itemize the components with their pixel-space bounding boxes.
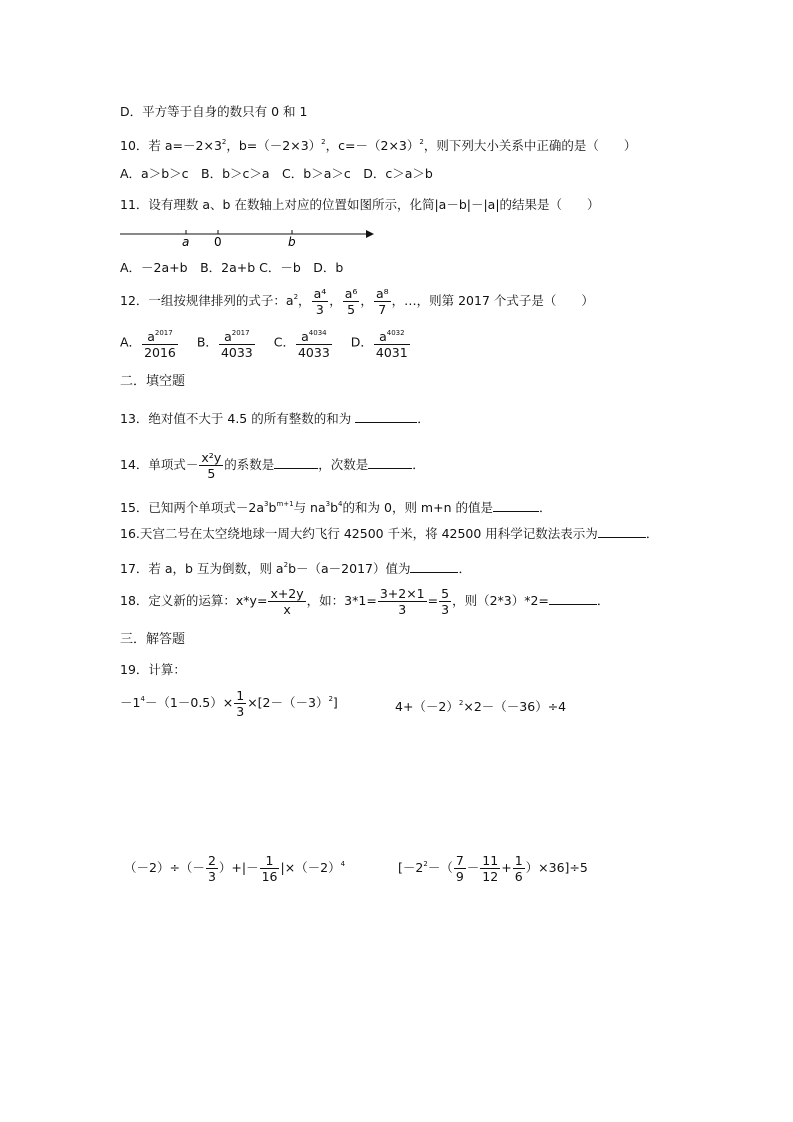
fraction: $\frac{\text{a⁴}}{3}$ [313,286,327,317]
q11-stem: 11．设有理数 a、b 在数轴上对应的位置如图所示，化简|a－b|－|a|的结果是（ ） [120,197,600,212]
answer-blank[interactable] [493,500,539,512]
fraction: $\frac{1}{6}$ [514,853,523,884]
q19-expression-1: $-1^4-(1-0.5)\times$ $\frac{1}{3}$ $\times[2-(-3)^2]$ [120,688,338,719]
q10-stem: 10．若 $a=-2\times 3^2$，$b=(-2\times 3)^2$，$c=-(2\times 3)^2$，则下列大小关系中正确的是（ ） [120,138,637,153]
answer-blank[interactable] [368,457,412,469]
section-3-title: 三．解答题 [120,632,186,647]
q9-option-d: D．平方等于自身的数只有 0 和 1 [120,104,308,119]
number-line [118,224,374,250]
answer-blank[interactable] [410,561,458,573]
fraction: $\frac{x+2y}{x}$ [270,586,304,617]
q19-expression-2: $4+(-2)^2\times 2-(-36)\div 4$ [395,699,567,714]
answer-blank[interactable] [274,457,318,469]
q19-expression-3: （－2）÷（－ $\frac{2}{3}$ ）+|－ $\frac{1}{16}$ $|\times(-2)^4$ [124,853,346,884]
q17: 17．若 a，b 互为倒数，则 $a^2b-(a-2017)$值为 ． [120,561,471,576]
q10-options: A．a＞b＞c B．b＞c＞a C．b＞a＞c D．c＞a＞b [120,166,433,181]
label-zero: 0 [214,235,222,249]
q14: 14．单项式－ $\frac{\text{x²y}}{5}$ 的系数是 ，次数是 ． [120,450,425,481]
q11-options: A．－2a+b B．2a+b C．－b D．b [120,260,344,275]
option-c-fraction: $\frac{a^{4034}}{4033}$ [296,326,332,360]
q16: 16.天宫二号在太空绕地球一周大约飞行 42500 千米，将 42500 用科学记数法表示为 ． [120,526,659,541]
q12-options: A． $\frac{a^{2017}}{2016}$ B． $\frac{a^{2017}}{4033}$ C． $\frac{a^{4034}}{4033}$ D． $\frac{a^{4032}}{4031}$ [120,326,411,360]
fraction: $\frac{7}{9}$ [455,853,464,884]
option-b-fraction: $\frac{a^{2017}}{4033}$ [219,326,255,360]
q19-title: 19．计算： [120,662,186,677]
label-a: a [182,235,190,249]
fraction: $\frac{1}{3}$ [236,688,245,719]
q13: 13．绝对值不大于 4.5 的所有整数的和为 ． [120,411,430,426]
option-a-fraction: $\frac{a^{2017}}{2016}$ [142,326,178,360]
label-b: b [288,235,296,249]
section-2-title: 二．填空题 [120,374,186,389]
q15: 15．已知两个单项式$-2a^3b^{m+1}$与 $na^3b^4$的和为 0，则 m+n 的值是 ． [120,500,552,515]
q19-expression-4: [$-2^2-$（ $\frac{7}{9}$ － $\frac{11}{12}$ + $\frac{1}{6}$ ）×36]÷5 [398,853,588,884]
fraction: $\frac{\text{a⁸}}{7}$ [375,286,389,317]
fraction: $\frac{1}{16}$ [261,853,278,884]
fraction: $\frac{5}{3}$ [441,586,450,617]
answer-blank[interactable] [355,411,417,423]
fraction: $\frac{3+2\times 1}{3}$ [379,586,425,617]
fraction: $\frac{\text{a⁶}}{5}$ [344,286,358,317]
q12-stem: 12．一组按规律排列的式子：$a^2$， $\frac{\text{a⁴}}{3}$ ， $\frac{\text{a⁶}}{5}$ ， $\frac{\text{a⁸}}{7}$ ，…，则第 2017 个式子是（ ） [120,286,594,317]
q18: 18．定义新的运算：x*y= $\frac{x+2y}{x}$ ，如：3*1= $\frac{3+2\times 1}{3}$ = $\frac{5}{3}$ ，则（2*3）*2= ． [120,586,610,617]
fraction: $\frac{2}{3}$ [207,853,216,884]
answer-blank[interactable] [598,526,646,538]
number-line-arrow [366,230,374,238]
fraction: $\frac{11}{12}$ [482,853,499,884]
answer-blank[interactable] [549,593,597,605]
fraction: $\frac{\text{x²y}}{5}$ [201,450,222,481]
option-d-fraction: $\frac{a^{4032}}{4031}$ [374,326,410,360]
